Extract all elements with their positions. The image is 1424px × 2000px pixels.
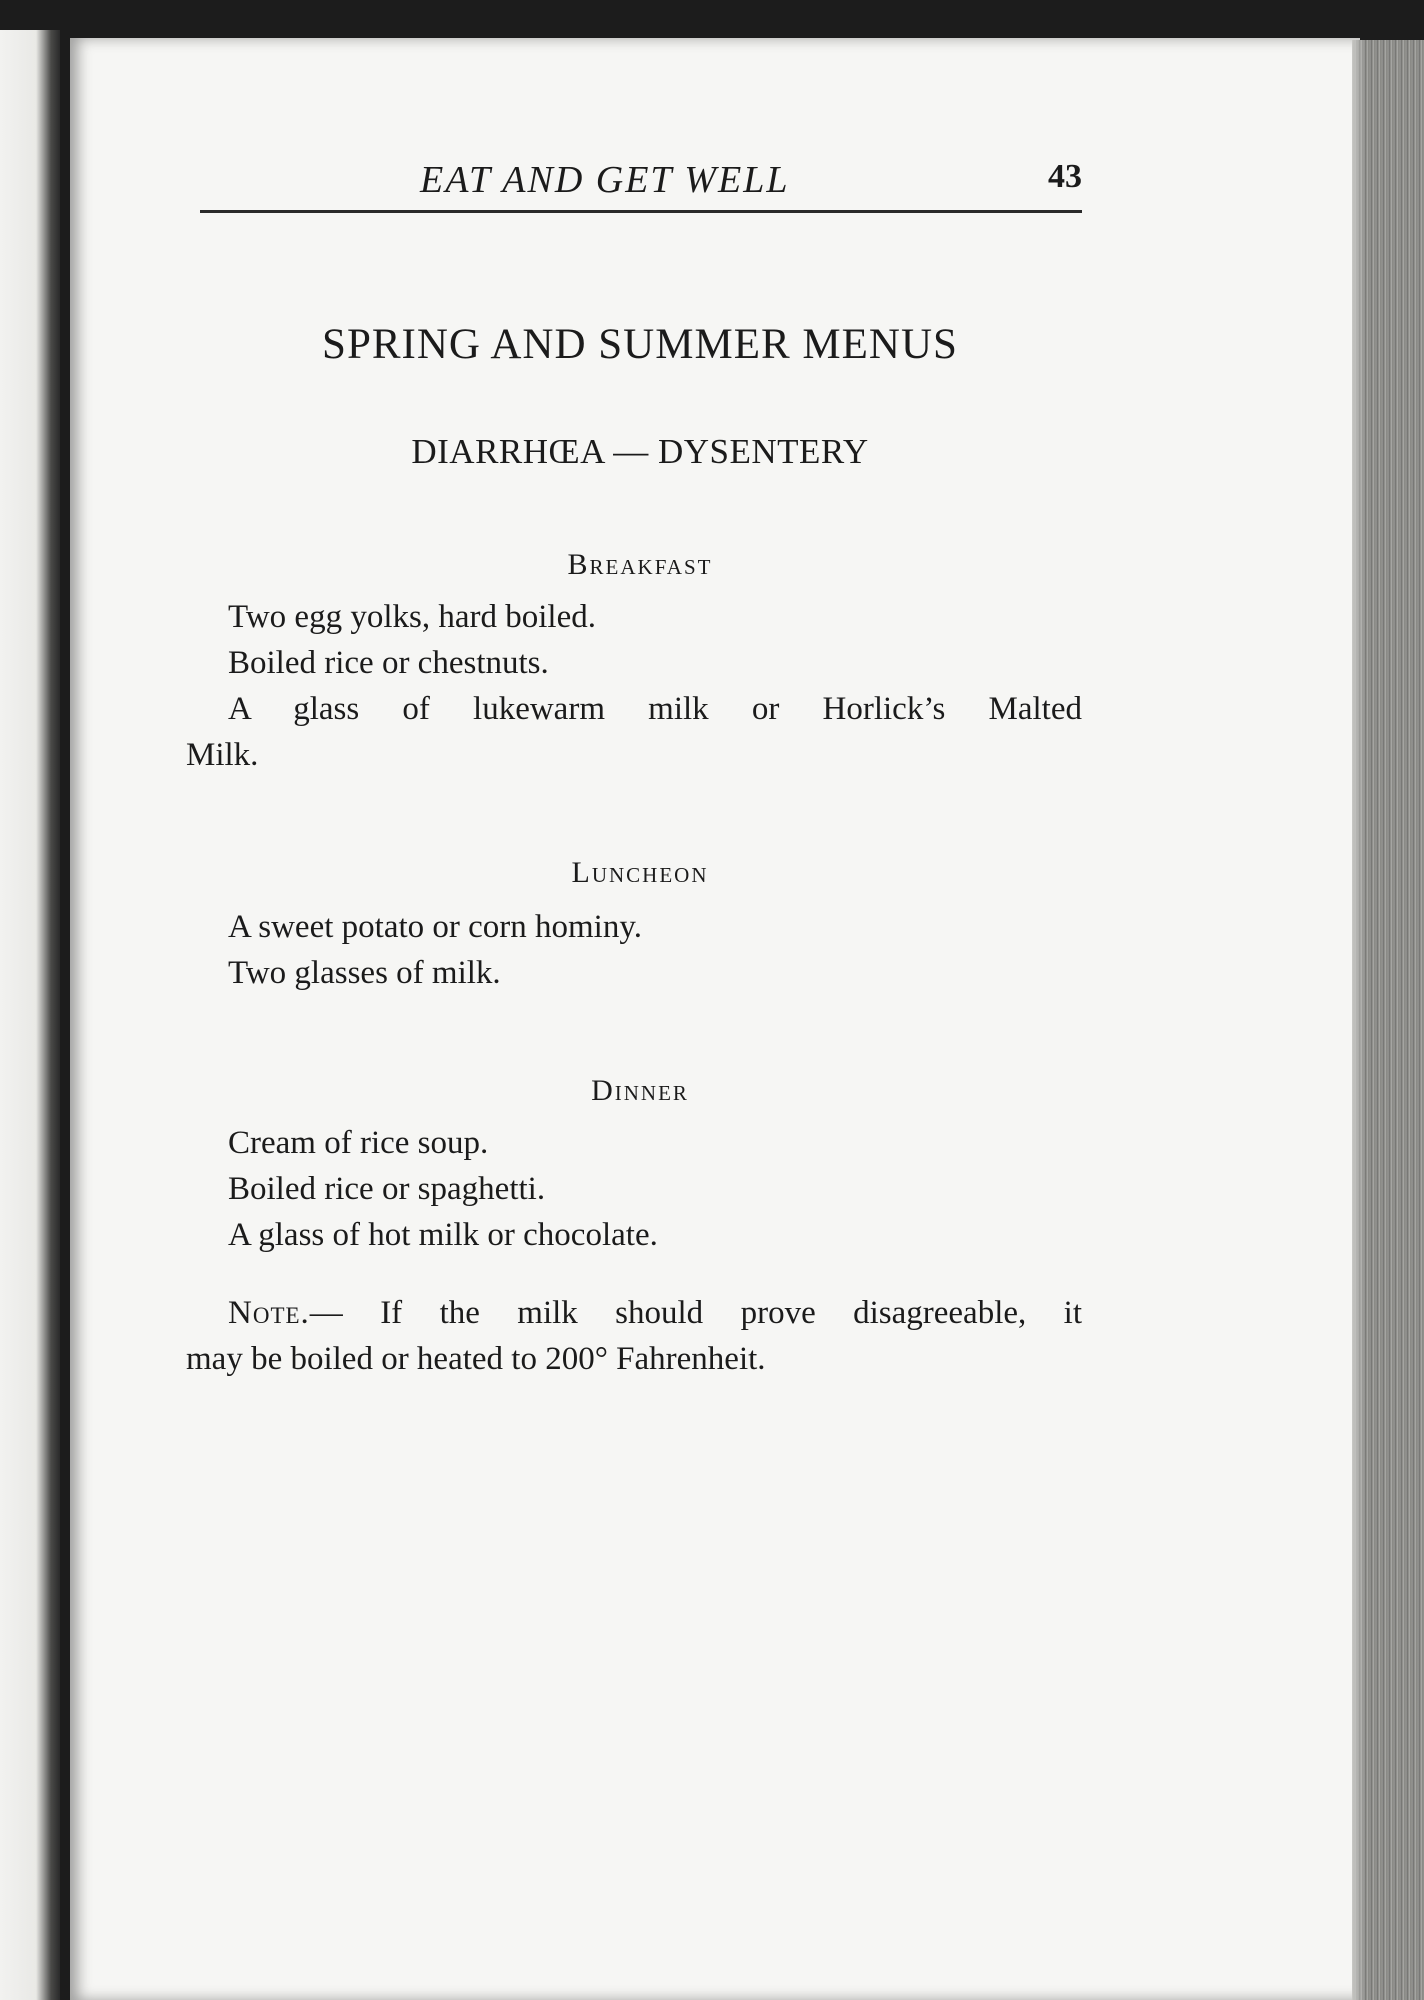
previous-page-edge bbox=[0, 30, 60, 2000]
running-head-title: EAT AND GET WELL bbox=[420, 159, 790, 201]
note-paragraph-line2: may be boiled or heated to 200° Fahrenheit. bbox=[186, 1341, 766, 1377]
breakfast-item: Boiled rice or chestnuts. bbox=[228, 645, 549, 681]
page-block-edges bbox=[1352, 40, 1424, 2000]
note-label: Note. bbox=[228, 1295, 310, 1331]
page-title: SPRING AND SUMMER MENUS bbox=[322, 321, 958, 368]
luncheon-item: A sweet potato or corn hominy. bbox=[228, 909, 642, 945]
dinner-item: A glass of hot milk or chocolate. bbox=[228, 1217, 658, 1253]
dinner-heading: Dinner bbox=[591, 1074, 689, 1107]
dinner-item: Cream of rice soup. bbox=[228, 1125, 489, 1161]
running-head bbox=[200, 158, 1082, 210]
note-paragraph-line1 bbox=[228, 1290, 1082, 1336]
luncheon-item: Two glasses of milk. bbox=[228, 955, 501, 991]
breakfast-item: Two egg yolks, hard boiled. bbox=[228, 599, 596, 635]
dinner-item: Boiled rice or spaghetti. bbox=[228, 1171, 546, 1207]
breakfast-item: A glass of lukewarm milk or Horlick’s Malted bbox=[228, 691, 1082, 727]
running-head-rule bbox=[200, 210, 1082, 213]
note-text: — If the milk should prove disagreeable, it bbox=[309, 1295, 1082, 1331]
breakfast-item-continuation: Milk. bbox=[186, 737, 259, 773]
breakfast-heading: Breakfast bbox=[567, 548, 713, 581]
luncheon-heading: Luncheon bbox=[571, 856, 709, 889]
page-number: 43 bbox=[1048, 158, 1082, 195]
page-subtitle: DIARRHŒA — DYSENTERY bbox=[411, 432, 869, 471]
